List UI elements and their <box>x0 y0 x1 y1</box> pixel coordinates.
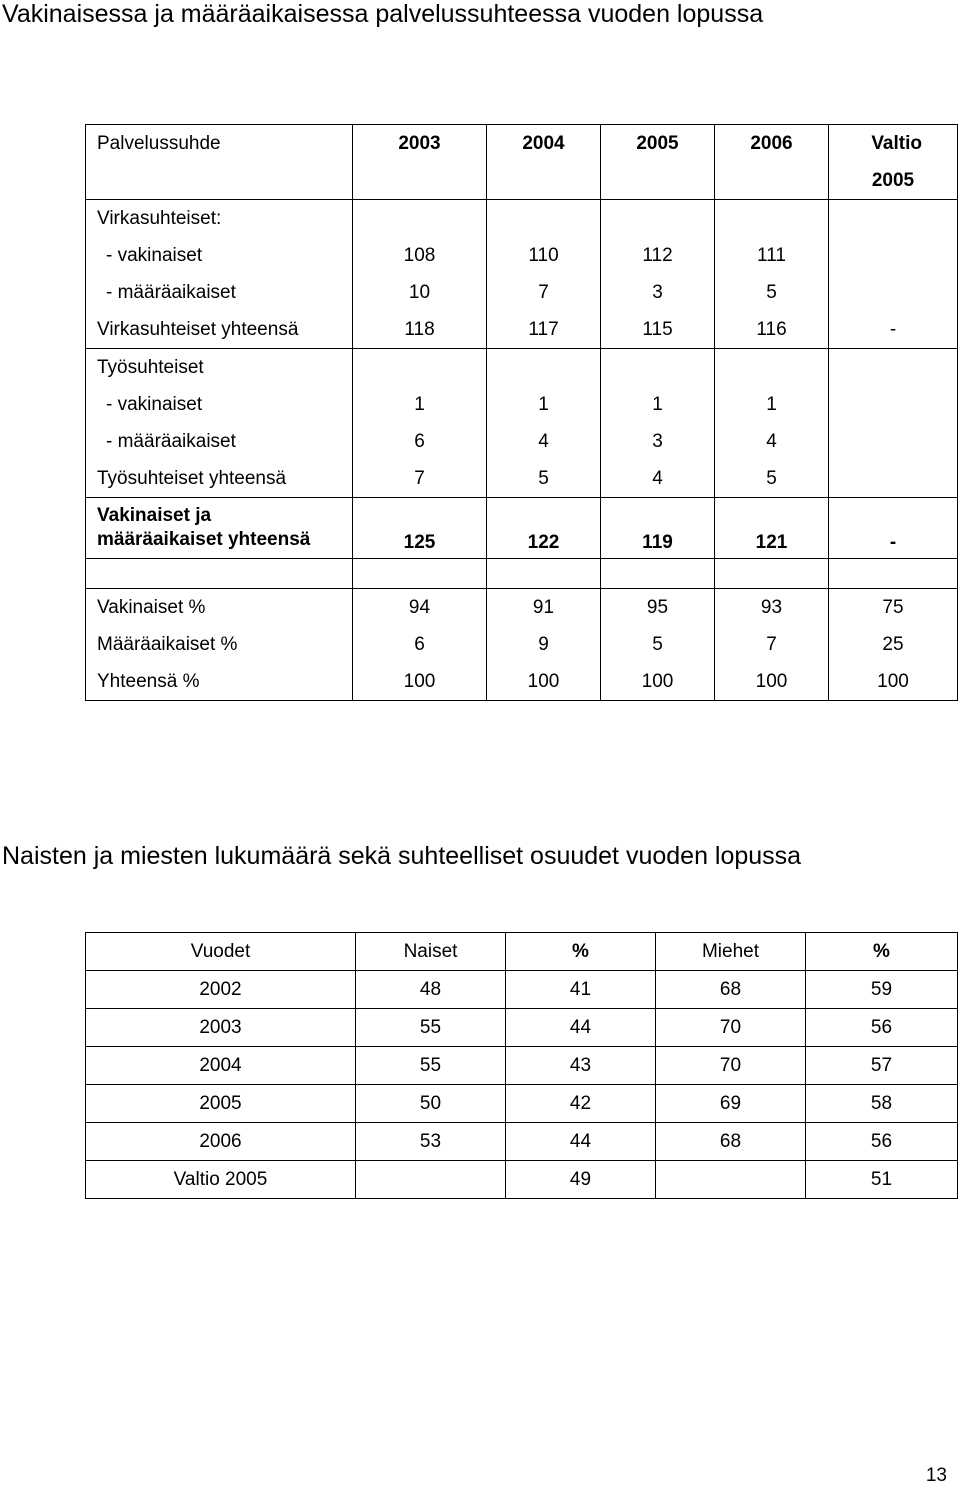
cell: 55 <box>356 1047 506 1085</box>
cell: 49 <box>506 1161 656 1199</box>
cell: 5 <box>601 626 715 663</box>
cell: 108 <box>353 237 487 274</box>
cell: 4 <box>601 460 715 498</box>
table-row <box>86 386 958 423</box>
column-header-service: Palvelussuhde <box>86 125 353 163</box>
row-label: Yhteensä % <box>86 663 353 701</box>
column-header-year: 2005 <box>601 125 715 163</box>
total-label-line2: määräaikaiset yhteensä <box>97 529 311 550</box>
column-header-year: 2006 <box>715 125 829 163</box>
cell: 48 <box>356 971 506 1009</box>
cell: 4 <box>715 423 829 460</box>
gender-table <box>85 932 958 1199</box>
row-label: - määräaikaiset <box>86 274 353 311</box>
column-header-year: 2004 <box>487 125 601 163</box>
cell: - <box>829 311 958 349</box>
column-header-valtio-year: 2005 <box>829 162 958 200</box>
cell: 1 <box>715 386 829 423</box>
cell: 55 <box>356 1009 506 1047</box>
cell <box>356 1161 506 1199</box>
section-title-row <box>86 200 958 238</box>
cell: 2006 <box>86 1123 356 1161</box>
cell: 70 <box>656 1009 806 1047</box>
table-header-row <box>86 125 958 163</box>
page-heading-gender: Naisten ja miesten lukumäärä sekä suhteelliset osuudet vuoden lopussa <box>2 842 802 870</box>
table-row <box>86 1047 958 1085</box>
cell: 1 <box>487 386 601 423</box>
cell: 3 <box>601 274 715 311</box>
table-row <box>86 460 958 498</box>
cell <box>829 386 958 423</box>
cell: 70 <box>656 1047 806 1085</box>
cell: 93 <box>715 589 829 627</box>
cell: 95 <box>601 589 715 627</box>
table-row <box>86 971 958 1009</box>
cell: 41 <box>506 971 656 1009</box>
row-label: Virkasuhteiset yhteensä <box>86 311 353 349</box>
cell: 100 <box>487 663 601 701</box>
column-header: Vuodet <box>86 933 356 971</box>
table-header-row-2 <box>86 162 958 200</box>
cell: 42 <box>506 1085 656 1123</box>
cell <box>829 237 958 274</box>
column-header: Naiset <box>356 933 506 971</box>
table-row <box>86 663 958 701</box>
service-relations-table <box>85 124 958 701</box>
cell: 56 <box>806 1123 958 1161</box>
cell: 25 <box>829 626 958 663</box>
section-title-virka: Virkasuhteiset: <box>86 200 353 238</box>
cell: 111 <box>715 237 829 274</box>
cell: 7 <box>353 460 487 498</box>
table-row <box>86 626 958 663</box>
cell: 6 <box>353 423 487 460</box>
column-header-valtio: Valtio <box>829 125 958 163</box>
cell: 100 <box>715 663 829 701</box>
cell: 7 <box>487 274 601 311</box>
table-row <box>86 1123 958 1161</box>
cell: 115 <box>601 311 715 349</box>
cell: 100 <box>829 663 958 701</box>
cell: 2004 <box>86 1047 356 1085</box>
cell: 51 <box>806 1161 958 1199</box>
cell: 44 <box>506 1009 656 1047</box>
cell: 91 <box>487 589 601 627</box>
total-label-line1: Vakinaiset ja <box>97 505 212 526</box>
cell: 7 <box>715 626 829 663</box>
row-label: - määräaikaiset <box>86 423 353 460</box>
cell: 58 <box>806 1085 958 1123</box>
table-row <box>86 274 958 311</box>
cell: 118 <box>353 311 487 349</box>
cell: 100 <box>601 663 715 701</box>
cell: 125 <box>353 498 487 559</box>
spacer-row <box>86 559 958 589</box>
cell: 75 <box>829 589 958 627</box>
cell: 1 <box>353 386 487 423</box>
table-header-row <box>86 933 958 971</box>
table-row <box>86 589 958 627</box>
cell: 68 <box>656 971 806 1009</box>
table-row <box>86 1161 958 1199</box>
column-header: % <box>806 933 958 971</box>
cell: 100 <box>353 663 487 701</box>
row-label: - vakinaiset <box>86 386 353 423</box>
cell: 69 <box>656 1085 806 1123</box>
cell: 110 <box>487 237 601 274</box>
cell <box>829 460 958 498</box>
cell: 4 <box>487 423 601 460</box>
cell: 10 <box>353 274 487 311</box>
row-label-total <box>86 498 353 559</box>
cell: 121 <box>715 498 829 559</box>
cell: 5 <box>715 460 829 498</box>
row-label: Määräaikaiset % <box>86 626 353 663</box>
cell: 119 <box>601 498 715 559</box>
page-number: 13 <box>925 1465 947 1486</box>
cell: 122 <box>487 498 601 559</box>
cell: 2002 <box>86 971 356 1009</box>
cell: 56 <box>806 1009 958 1047</box>
page-heading-service-relations: Vakinaisessa ja määräaikaisessa palvelussuhteessa vuoden lopussa <box>2 0 764 28</box>
cell: 116 <box>715 311 829 349</box>
column-header-year: 2003 <box>353 125 487 163</box>
table-row <box>86 311 958 349</box>
cell: 94 <box>353 589 487 627</box>
column-header: Miehet <box>656 933 806 971</box>
cell: 44 <box>506 1123 656 1161</box>
cell: 2005 <box>86 1085 356 1123</box>
cell: - <box>829 498 958 559</box>
cell: 112 <box>601 237 715 274</box>
section-title-row <box>86 349 958 387</box>
table-row <box>86 237 958 274</box>
cell: 50 <box>356 1085 506 1123</box>
cell: 6 <box>353 626 487 663</box>
table-row <box>86 1009 958 1047</box>
cell: 2003 <box>86 1009 356 1047</box>
column-header: % <box>506 933 656 971</box>
cell: 57 <box>806 1047 958 1085</box>
row-label: - vakinaiset <box>86 237 353 274</box>
cell: 5 <box>487 460 601 498</box>
cell: 9 <box>487 626 601 663</box>
cell <box>829 274 958 311</box>
cell: 59 <box>806 971 958 1009</box>
row-label: Vakinaiset % <box>86 589 353 627</box>
cell: 1 <box>601 386 715 423</box>
cell: 117 <box>487 311 601 349</box>
cell <box>656 1161 806 1199</box>
cell: 3 <box>601 423 715 460</box>
table-row <box>86 1085 958 1123</box>
total-row <box>86 498 958 559</box>
table-row <box>86 423 958 460</box>
cell <box>829 423 958 460</box>
cell: Valtio 2005 <box>86 1161 356 1199</box>
cell: 68 <box>656 1123 806 1161</box>
section-title-tyo: Työsuhteiset <box>86 349 353 387</box>
cell: 53 <box>356 1123 506 1161</box>
cell: 5 <box>715 274 829 311</box>
row-label: Työsuhteiset yhteensä <box>86 460 353 498</box>
cell: 43 <box>506 1047 656 1085</box>
